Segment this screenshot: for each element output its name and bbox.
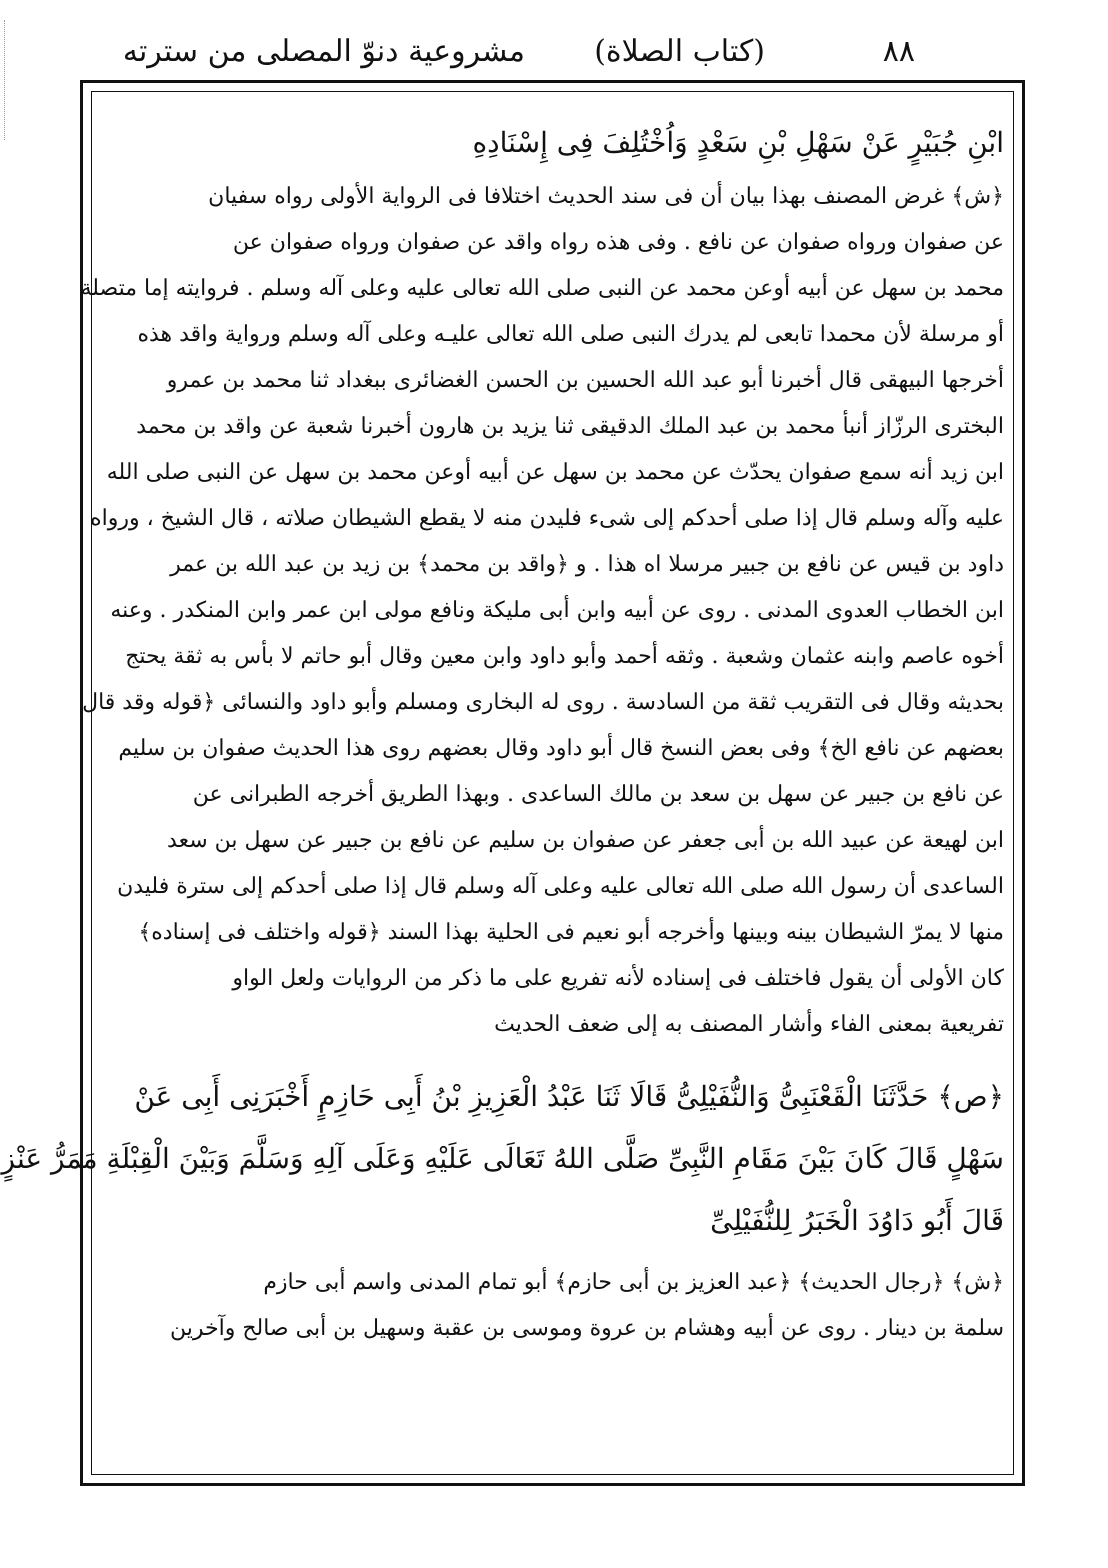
section-gap xyxy=(104,1252,1004,1260)
hadith-text-line: ﴿ص﴾ حَدَّثَنَا الْقَعْنَبِىُّ وَالنُّفَيْلِىُّ قَالَا ثَنَا عَبْدُ الْعَزِيزِ بْنُ أَبِى حَازِمٍ أَخْبَرَنِى أَبِى عَنْ xyxy=(134,1080,1004,1113)
commentary-line: عن نافع بن جبير عن سهل بن سعد بن مالك الساعدى . وبهذا الطريق أخرجه الطبرانى عن xyxy=(192,782,1004,807)
commentary-line: ابن زيد أنه سمع صفوان يحدّث عن محمد بن سهل عن أبيه أوعن محمد بن سهل عن النبى صلى الله xyxy=(106,460,1004,485)
chapter-topic: مشروعية دنوّ المصلى من سترته xyxy=(122,34,525,69)
commentary-line: أو مرسلة لأن محمدا تابعى لم يدرك النبى صلى الله تعالى عليـه وعلى آله وسلم ورواية واقد هذه xyxy=(137,322,1004,347)
hadith-text-line: ابْنِ جُبَيْرٍ عَنْ سَهْلِ بْنِ سَعْدٍ وَاُخْتُلِفَ فِى إِسْنَادِهِ xyxy=(472,126,1004,159)
commentary-line: بحديثه وقال فى التقريب ثقة من السادسة . روى له البخارى ومسلم وأبو داود والنسائى ﴿قوله وقد قال xyxy=(82,690,1004,715)
commentary-line: بعضهم عن نافع الخ﴾ وفى بعض النسخ قال أبو داود وقال بعضهم روى هذا الحديث صفوان بن سليم xyxy=(118,736,1004,761)
hadith-text-line: قَالَ أَبُو دَاوُدَ الْخَبَرُ لِلنُّفَيْلِىِّ xyxy=(710,1204,1004,1237)
commentary-line: ﴿ش﴾ ﴿رجال الحديث﴾ ﴿عبد العزيز بن أبى حازم﴾ أبو تمام المدنى واسم أبى حازم xyxy=(263,1270,1004,1295)
commentary-line: الساعدى أن رسول الله صلى الله تعالى عليه وعلى آله وسلم قال إذا صلى أحدكم إلى سترة فليدن xyxy=(117,874,1004,899)
commentary-line: منها لا يمرّ الشيطان بينه وبينها وأخرجه أبو نعيم فى الحلية بهذا السند ﴿قوله واختلف فى إسناده﴾ xyxy=(138,920,1004,945)
hadith-text-line: سَهْلٍ قَالَ كَانَ بَيْنَ مَقَامِ النَّبِىِّ صَلَّى اللهُ تَعَالَى عَلَيْهِ وَعَلَى آلِهِ وَسَلَّمَ وَبَيْنَ الْقِبْلَةِ مَمَرُّ عَنْزٍ xyxy=(1,1142,1004,1175)
page-header xyxy=(122,28,915,76)
commentary-line: داود بن قيس عن نافع بن جبير مرسلا اه هذا . و ﴿واقد بن محمد﴾ بن زيد بن عبد الله بن عمر xyxy=(170,552,1004,577)
book-title: (كتاب الصلاة) xyxy=(594,34,765,69)
commentary-line: عن صفوان ورواه صفوان عن نافع . وفى هذه رواه واقد عن صفوان ورواه صفوان عن xyxy=(232,230,1004,255)
commentary-line: ﴿ش﴾ غرض المصنف بهذا بيان أن فى سند الحديث اختلافا فى الرواية الأولى رواه سفيان xyxy=(208,184,1004,209)
commentary-line: ابن الخطاب العدوى المدنى . روى عن أبيه وابن أبى مليكة ونافع مولى ابن عمر وابن المنكدر . وعنه xyxy=(110,598,1004,623)
page-number: ٨٨ xyxy=(882,34,915,69)
commentary-line: كان الأولى أن يقول فاختلف فى إسناده لأنه تفريع على ما ذكر من الروايات ولعل الواو xyxy=(232,966,1004,991)
commentary-line: أخوه عاصم وابنه عثمان وشعبة . وثقه أحمد وأبو داود وابن معين وقال أبو حاتم لا بأس به ثقة يحتج xyxy=(125,644,1004,669)
commentary-line: عليه وآله وسلم قال إذا صلى أحدكم إلى شىء فليدن منه لا يقطع الشيطان صلاته ، قال الشيخ ، ورواه xyxy=(90,506,1004,531)
commentary-line: سلمة بن دينار . روى عن أبيه وهشام بن عروة وموسى بن عقبة وسهيل بن أبى صالح وآخرين xyxy=(169,1316,1004,1341)
commentary-line: تفريعية بمعنى الفاء وأشار المصنف به إلى ضعف الحديث xyxy=(494,1012,1004,1037)
commentary-line: أخرجها البيهقى قال أخبرنا أبو عبد الله الحسين بن الحسن الغضائرى ببغداد ثنا محمد بن عمرو xyxy=(166,368,1004,393)
commentary-line: ابن لهيعة عن عبيد الله بن أبى جعفر عن صفوان بن سليم عن نافع بن جبير عن سهل بن سعد xyxy=(167,828,1004,853)
page-body xyxy=(1,112,1004,1352)
commentary-line: محمد بن سهل عن أبيه أوعن محمد عن النبى صلى الله تعالى عليه وعلى آله وسلم . فروايته إما متصلة xyxy=(80,276,1004,301)
page-edge-marks xyxy=(4,20,19,140)
section-gap xyxy=(104,1048,1004,1066)
commentary-line: البخترى الرزّاز أنبأ محمد بن عبد الملك الدقيقى ثنا يزيد بن هارون أخبرنا شعبة عن واقد بن محمد xyxy=(136,414,1004,439)
